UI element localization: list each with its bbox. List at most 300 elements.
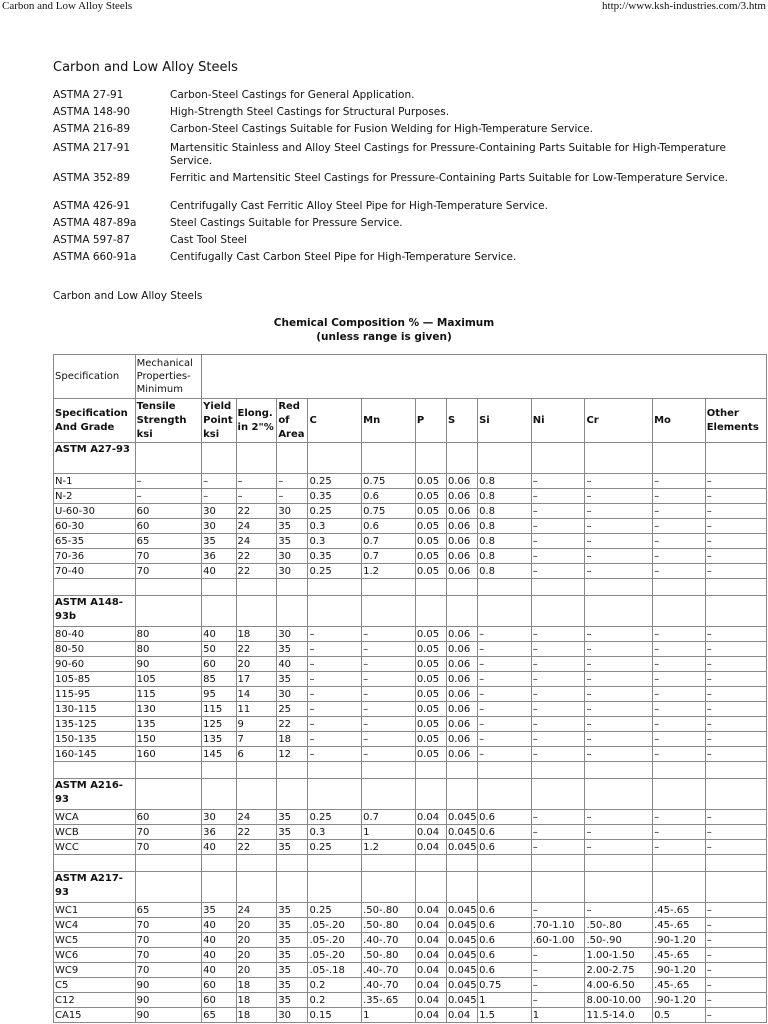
table-cell: 35 (202, 903, 236, 918)
table-cell: 18 (236, 1008, 277, 1023)
empty-cell (308, 872, 362, 903)
table-cell: 0.06 (446, 504, 477, 519)
table-cell: – (362, 702, 416, 717)
empty-cell (277, 872, 308, 903)
spec-code: ASTMA 487-89a (53, 217, 137, 229)
group-name: ASTM A148-93b (54, 596, 136, 627)
table-row (54, 963, 767, 978)
table-row (54, 672, 767, 687)
empty-cell (202, 443, 236, 474)
table-cell: 0.35 (308, 489, 362, 504)
table-cell: 0.25 (308, 564, 362, 579)
empty-cell (478, 596, 532, 627)
table-cell: – (705, 918, 766, 933)
table-cell: – (585, 642, 653, 657)
column-header: C (308, 399, 362, 443)
table-cell: 0.6 (478, 963, 532, 978)
table-cell: 12 (277, 747, 308, 762)
table-cell: – (202, 489, 236, 504)
table-cell: – (277, 489, 308, 504)
table-row (54, 687, 767, 702)
empty-cell (277, 596, 308, 627)
table-cell: – (705, 549, 766, 564)
empty-cell (653, 779, 706, 810)
table-cell: 0.04 (415, 933, 446, 948)
empty-cell (236, 443, 277, 474)
table-cell: 90 (135, 993, 202, 1008)
table-cell: – (653, 732, 706, 747)
chem-title (0, 316, 768, 344)
table-cell: – (705, 732, 766, 747)
table-cell: .45-.65 (653, 978, 706, 993)
empty-cell (531, 762, 585, 779)
spec-desc: Centifugally Cast Carbon Steel Pipe for High-Temperature Service. (170, 251, 517, 263)
table-cell: – (585, 702, 653, 717)
table-cell: 30 (202, 504, 236, 519)
spec-row (53, 170, 730, 200)
table-cell: 90 (135, 978, 202, 993)
empty-cell (653, 443, 706, 474)
table-cell: 0.05 (415, 732, 446, 747)
table-cell: .05-.18 (308, 963, 362, 978)
empty-cell (308, 779, 362, 810)
table-cell: 30 (277, 687, 308, 702)
table-cell: 0.05 (415, 504, 446, 519)
table-cell: – (308, 672, 362, 687)
table-cell: 24 (236, 534, 277, 549)
table-cell: 0.6 (362, 489, 416, 504)
table-cell: 0.6 (362, 519, 416, 534)
table-cell: 35 (277, 810, 308, 825)
table-cell: 35 (277, 840, 308, 855)
table-cell: – (585, 504, 653, 519)
table-cell: 40 (277, 657, 308, 672)
table-cell: – (531, 993, 585, 1008)
table-cell: 35 (277, 978, 308, 993)
table-cell: 60 (135, 810, 202, 825)
table-cell: 36 (202, 825, 236, 840)
table-cell: 35 (277, 933, 308, 948)
table-cell: 24 (236, 903, 277, 918)
table-cell: 0.06 (446, 717, 477, 732)
empty-cell (415, 872, 446, 903)
spec-code: ASTMA 216-89 (53, 123, 131, 135)
table-cell: – (202, 474, 236, 489)
empty-cell (415, 579, 446, 596)
table-cell: 0.75 (362, 504, 416, 519)
table-cell: – (585, 732, 653, 747)
table-cell: 1.00-1.50 (585, 948, 653, 963)
table-cell: – (308, 732, 362, 747)
table-cell: – (531, 549, 585, 564)
table-cell: – (362, 672, 416, 687)
empty-cell (531, 579, 585, 596)
table-cell: 70 (135, 918, 202, 933)
column-header: Yield Point ksi (202, 399, 236, 443)
table-cell: 0.05 (415, 747, 446, 762)
table-cell: 0.06 (446, 687, 477, 702)
table-cell: 70 (135, 549, 202, 564)
table-cell: WC5 (54, 933, 136, 948)
table-cell: – (653, 534, 706, 549)
table-cell: – (705, 747, 766, 762)
table-cell: 0.3 (308, 519, 362, 534)
table-cell: 0.045 (447, 934, 477, 946)
table-cell: 0.05 (415, 489, 446, 504)
table-cell: 80 (135, 642, 202, 657)
empty-cell (705, 579, 766, 596)
empty-cell (478, 872, 532, 903)
table-cell: – (478, 747, 532, 762)
table-cell: 0.3 (308, 825, 362, 840)
column-header: Cr (585, 399, 653, 443)
table-cell: 65 (202, 1008, 236, 1023)
table-row (54, 702, 767, 717)
spec-row (53, 140, 730, 170)
spec-row (53, 251, 730, 268)
column-header: Tensile Strength ksi (135, 399, 202, 443)
empty-cell (135, 779, 202, 810)
table-cell: – (653, 810, 706, 825)
table-cell: – (308, 717, 362, 732)
table-cell: 40 (202, 918, 236, 933)
table-cell: – (653, 489, 706, 504)
table-cell: 20 (236, 933, 277, 948)
spec-code: ASTMA 27-91 (53, 89, 124, 101)
table-row (54, 903, 767, 918)
empty-cell (236, 872, 277, 903)
empty-cell (705, 596, 766, 627)
empty-cell (653, 855, 706, 872)
table-cell: – (705, 702, 766, 717)
spec-row (53, 106, 730, 123)
group-row (54, 779, 767, 810)
table-cell: – (308, 747, 362, 762)
table-cell: 70 (135, 948, 202, 963)
table-cell: 8.00-10.00 (585, 993, 653, 1008)
table-cell: – (531, 963, 585, 978)
table-cell: 22 (277, 717, 308, 732)
empty-cell (202, 855, 236, 872)
table-cell: – (362, 747, 416, 762)
table-cell: 0.7 (362, 810, 416, 825)
spec-desc: Carbon-Steel Castings Suitable for Fusion Welding for High-Temperature Service. (170, 123, 593, 135)
table-cell: 0.8 (478, 549, 532, 564)
empty-cell (277, 855, 308, 872)
spec-code: ASTMA 597-87 (53, 234, 131, 246)
group-name: ASTM A27-93 (54, 443, 136, 474)
table-cell: 35 (277, 993, 308, 1008)
column-header: S (446, 399, 477, 443)
table-cell: – (531, 564, 585, 579)
table-cell: 0.06 (446, 627, 477, 642)
table-cell: – (705, 717, 766, 732)
table-cell: 80-40 (54, 627, 136, 642)
table-cell: 1.5 (478, 1008, 532, 1023)
table-cell: 0.045 (447, 979, 477, 991)
table-cell: .40-.70 (362, 963, 416, 978)
empty-cell (446, 872, 477, 903)
table-cell: 115-95 (54, 687, 136, 702)
table-cell: 0.25 (308, 810, 362, 825)
empty-cell (531, 855, 585, 872)
table-cell: 20 (236, 963, 277, 978)
table-cell: 40 (202, 627, 236, 642)
table-cell: 0.06 (446, 534, 477, 549)
composition-table (53, 354, 767, 1023)
table-cell: 0.8 (478, 489, 532, 504)
table-cell: 0.6 (478, 825, 532, 840)
table-cell: – (531, 519, 585, 534)
table-cell: – (362, 657, 416, 672)
table-cell: – (531, 642, 585, 657)
table-cell: – (653, 747, 706, 762)
table-cell: 150 (135, 732, 202, 747)
table-cell: 18 (236, 993, 277, 1008)
table-cell: – (585, 747, 653, 762)
column-header-row (54, 399, 767, 443)
empty-cell (202, 872, 236, 903)
table-cell: 0.6 (478, 918, 532, 933)
table-row (54, 993, 767, 1008)
table-cell: 0.75 (478, 978, 532, 993)
table-row (54, 918, 767, 933)
empty-cell (236, 596, 277, 627)
table-cell: – (705, 489, 766, 504)
spec-code: ASTMA 148-90 (53, 106, 131, 118)
table-cell: 30 (277, 627, 308, 642)
table-cell: 22 (236, 840, 277, 855)
table-cell: 20 (236, 918, 277, 933)
table-cell: 60-30 (54, 519, 136, 534)
column-header: Elong. in 2"% (236, 399, 277, 443)
table-cell: 0.2 (308, 978, 362, 993)
table-cell: 40 (202, 948, 236, 963)
table-cell: .45-.65 (653, 903, 706, 918)
table-cell: 0.8 (478, 519, 532, 534)
table-cell: 0.05 (415, 702, 446, 717)
empty-cell (585, 579, 653, 596)
table-cell: 90 (135, 1008, 202, 1023)
table-cell: – (705, 1008, 766, 1023)
table-cell: – (705, 840, 766, 855)
table-cell: – (585, 687, 653, 702)
table-cell: WC1 (54, 903, 136, 918)
table-cell: 0.05 (415, 717, 446, 732)
table-cell: 20 (236, 657, 277, 672)
table-cell: 0.04 (415, 810, 446, 825)
table-cell: – (653, 840, 706, 855)
table-cell: 4.00-6.50 (585, 978, 653, 993)
empty-cell (415, 596, 446, 627)
blank-row (54, 762, 767, 779)
table-cell: – (585, 657, 653, 672)
table-cell: – (308, 687, 362, 702)
table-cell: .05-.20 (308, 933, 362, 948)
table-cell: 9 (236, 717, 277, 732)
table-row (54, 504, 767, 519)
page-title: Carbon and Low Alloy Steels (53, 60, 238, 75)
spec-row (53, 123, 730, 140)
table-cell: 0.05 (415, 642, 446, 657)
table-cell: – (705, 687, 766, 702)
empty-cell (705, 855, 766, 872)
table-cell: 18 (277, 732, 308, 747)
empty-cell (362, 762, 416, 779)
table-cell: – (585, 519, 653, 534)
table-cell: – (705, 993, 766, 1008)
table-cell: – (705, 642, 766, 657)
table-cell: – (478, 702, 532, 717)
table-cell: 1.2 (362, 840, 416, 855)
table-row (54, 810, 767, 825)
table-cell: 0.06 (446, 642, 477, 657)
table-cell: – (653, 687, 706, 702)
spec-desc: Carbon-Steel Castings for General Application. (170, 89, 415, 101)
empty-cell (478, 443, 532, 474)
table-cell: 30 (277, 1008, 308, 1023)
table-cell: – (705, 519, 766, 534)
column-header: P (415, 399, 446, 443)
table-cell: U-60-30 (54, 504, 136, 519)
table-cell: – (705, 627, 766, 642)
table-cell: 24 (236, 810, 277, 825)
empty-cell (653, 579, 706, 596)
table-cell: WC9 (54, 963, 136, 978)
table-cell: 0.04 (415, 825, 446, 840)
header-url: http://www.ksh-industries.com/3.htm (602, 0, 766, 12)
table-cell: 0.045 (447, 826, 477, 838)
table-cell: 30 (277, 549, 308, 564)
table-cell: WC4 (54, 918, 136, 933)
table-cell: – (705, 504, 766, 519)
table-cell: 0.05 (415, 549, 446, 564)
table-cell: .70-1.10 (531, 918, 585, 933)
table-cell: 0.04 (415, 918, 446, 933)
table-cell: .90-1.20 (653, 993, 706, 1008)
table-cell: 0.06 (446, 474, 477, 489)
table-cell: 0.75 (362, 474, 416, 489)
table-cell: – (653, 564, 706, 579)
empty-cell (236, 855, 277, 872)
table-cell: 0.045 (447, 811, 477, 823)
empty-cell (531, 779, 585, 810)
table-cell: – (531, 657, 585, 672)
blank-row (54, 855, 767, 872)
table-cell: 65-35 (54, 534, 136, 549)
empty-cell (415, 855, 446, 872)
table-row (54, 1008, 767, 1023)
chem-title-main: Chemical Composition % — Maximum (273, 317, 495, 329)
table-cell: .45-.65 (653, 918, 706, 933)
empty-cell (705, 779, 766, 810)
table-cell: – (478, 672, 532, 687)
table-cell: – (653, 825, 706, 840)
table-cell: – (362, 732, 416, 747)
table-cell: .90-1.20 (653, 933, 706, 948)
table-cell: 0.04 (415, 993, 446, 1008)
table-cell: 0.06 (446, 549, 477, 564)
table-row (54, 933, 767, 948)
table-cell: 24 (236, 519, 277, 534)
empty-cell (308, 443, 362, 474)
table-cell: 0.6 (478, 840, 532, 855)
table-cell: 7 (236, 732, 277, 747)
table-cell: 60 (202, 993, 236, 1008)
table-cell: 0.8 (478, 474, 532, 489)
table-cell: 0.04 (415, 903, 446, 918)
group-name: ASTM A217-93 (54, 872, 136, 903)
group-name: ASTM A216-93 (54, 779, 136, 810)
table-cell: – (531, 810, 585, 825)
table-cell: 0.25 (308, 840, 362, 855)
table-cell: 0.25 (308, 903, 362, 918)
table-cell: 40 (202, 963, 236, 978)
table-cell: 145 (202, 747, 236, 762)
table-cell: 105 (135, 672, 202, 687)
empty-cell (585, 443, 653, 474)
table-cell: – (705, 963, 766, 978)
table-cell: 0.04 (446, 1008, 477, 1023)
table-cell: – (585, 717, 653, 732)
table-cell: – (308, 642, 362, 657)
table-cell: 30 (277, 504, 308, 519)
table-cell: 36 (202, 549, 236, 564)
mech-label-cell: Mechanical Properties-Minimum (135, 355, 202, 399)
table-cell: – (308, 627, 362, 642)
table-cell: 0.045 (447, 964, 477, 976)
table-cell: 85 (202, 672, 236, 687)
table-cell: 40 (202, 564, 236, 579)
spec-code: ASTMA 217-91 (53, 142, 131, 154)
table-cell: – (531, 489, 585, 504)
table-cell: 0.7 (362, 534, 416, 549)
table-cell: – (653, 504, 706, 519)
empty-cell (531, 596, 585, 627)
table-cell: – (362, 642, 416, 657)
table-cell: N-2 (54, 489, 136, 504)
table-cell: 0.06 (446, 732, 477, 747)
column-header: Red of Area (277, 399, 308, 443)
table-cell: – (705, 825, 766, 840)
spec-desc: Steel Castings Suitable for Pressure Service. (170, 217, 403, 229)
table-cell: 1 (362, 825, 416, 840)
table-cell: WCC (54, 840, 136, 855)
table-row (54, 948, 767, 963)
empty-cell (446, 579, 477, 596)
table-cell: C12 (54, 993, 136, 1008)
column-header: Mo (653, 399, 706, 443)
table-cell: 35 (277, 672, 308, 687)
spec-list (53, 89, 730, 268)
table-cell: 20 (236, 948, 277, 963)
chem-title-note: (unless range is given) (316, 331, 452, 343)
table-row (54, 549, 767, 564)
empty-cell (585, 872, 653, 903)
table-cell: – (236, 489, 277, 504)
table-cell: .35-.65 (362, 993, 416, 1008)
table-cell: – (478, 732, 532, 747)
table-cell: .40-.70 (362, 978, 416, 993)
table-cell: 0.25 (308, 504, 362, 519)
empty-cell (54, 855, 136, 872)
table-cell: – (653, 642, 706, 657)
table-cell: – (585, 840, 653, 855)
table-cell: 70-36 (54, 549, 136, 564)
table-cell: 65 (135, 903, 202, 918)
table-cell: 35 (277, 534, 308, 549)
table-cell: 0.04 (415, 978, 446, 993)
